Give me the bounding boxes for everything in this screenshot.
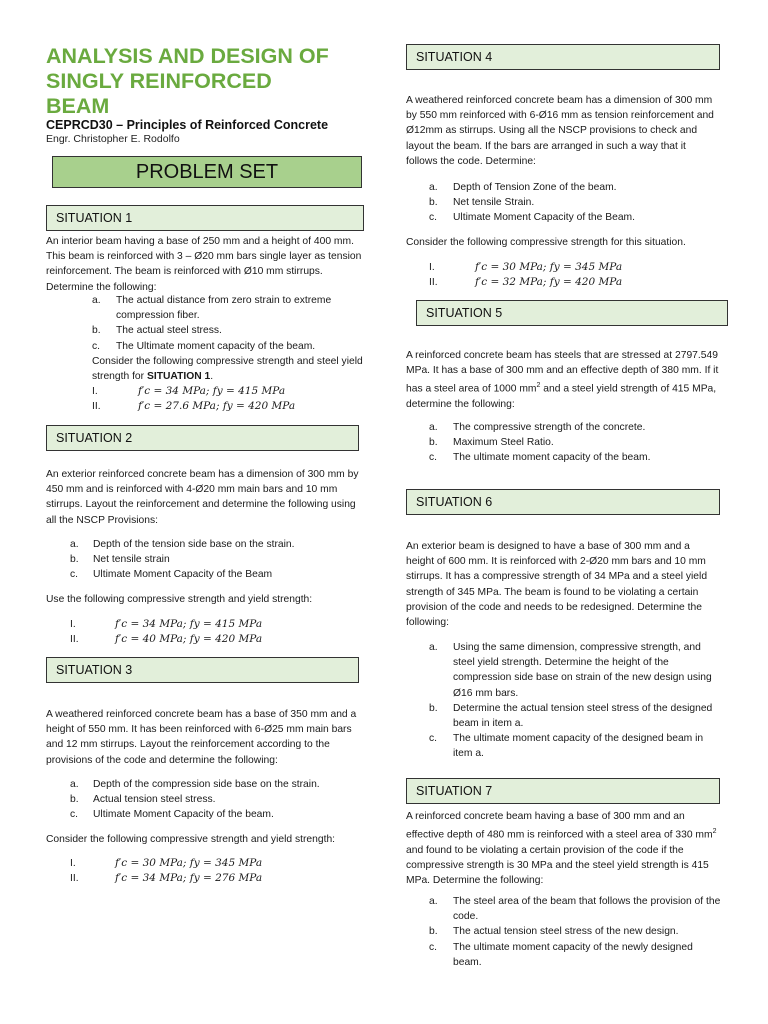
course-code: CEPRCD30 – Principles of Reinforced Concrete [46,118,329,132]
list-item: b. Maximum Steel Ratio. [429,437,554,449]
list-item: c. Ultimate Moment Capacity of the Beam. [429,212,635,224]
situation-6-text: An exterior beam is designed to have a base of 300 mm and a height of 600 mm. It is reinforced with 2-Ø20 mm bars and 10 mm stirrups. It has a compressive strength of 34 MPa and a steel yield strength of 345 MPa. The beam is found to be violating a certain provision of the code and needs to be redesigned. Determine the following: [406,541,708,629]
list-item: a. Depth of Tension Zone of the beam. [429,182,617,193]
situation-1-text: An interior beam having a base of 250 mm and a height of 400 mm. This beam is reinforced with 3 – Ø20 mm bars single layer as tension reinforcement. The beam is reinforced with Ø10 mm stirrups. Determine the following: [46,236,362,293]
strength-row: I. f′c = 30 MPa; fy = 345 MPa [70,857,263,869]
strength-row: II. f′c = 34 MPa; fy = 276 MPa [70,872,263,885]
situation-4-strengths [429,260,719,290]
title-line-3: BEAM [46,94,110,118]
situation-1-header: SITUATION 1 [46,205,364,231]
strength-row: I. f′c = 34 MPa; fy = 415 MPa [70,618,263,630]
problem-set-banner: PROBLEM SET [52,156,362,188]
title-line-1: ANALYSIS AND DESIGN OF [46,44,329,68]
strength-row: II. f′c = 27.6 MPa; fy = 420 MPa [92,400,296,413]
list-item: c. The Ultimate moment capacity of the beam. [92,340,316,352]
list-item: a. The steel area of the beam that follows the provision of the code. [429,896,721,923]
situation-2-strengths [70,617,360,647]
list-item: b. The actual steel stress. [92,325,222,337]
situation-4-list [429,180,719,226]
situation-5-header: SITUATION 5 [416,300,728,326]
situation-4-consider: Consider the following compressive strength for this situation. [406,237,686,248]
situation-5-list [429,420,719,466]
list-item: a. The actual distance from zero strain to extreme compression fiber. [92,295,332,322]
list-item: c. Ultimate Moment Capacity of the Beam [70,569,273,581]
document-title [46,44,376,119]
situation-3-list [70,777,360,823]
title-line-2: SINGLY REINFORCED [46,69,272,93]
situation-7-list [429,894,721,970]
list-item: c. The ultimate moment capacity of the beam. [429,452,651,464]
situation-4-header: SITUATION 4 [406,44,720,70]
list-item: b. Net tensile strain [70,554,170,566]
situation-1-list [92,293,352,354]
strength-row: I. f′c = 30 MPa; fy = 345 MPa [429,261,623,273]
situation-6-header: SITUATION 6 [406,489,720,515]
situation-3-strengths [70,856,360,886]
list-item: a. Depth of the tension side base on the strain. [70,539,295,550]
list-item: b. Actual tension steel stress. [70,794,216,806]
author-name: Engr. Christopher E. Rodolfo [46,133,180,145]
strength-row: I. f′c = 34 MPa; fy = 415 MPa [92,385,286,397]
situation-7-header: SITUATION 7 [406,778,720,804]
situation-2-list [70,537,360,583]
situation-1-consider: Consider the following compressive strength and steel yield strength for SITUATION 1. [92,356,363,383]
list-item: a. The compressive strength of the concrete. [429,422,646,433]
situation-5-text: A reinforced concrete beam has steels that are stressed at 2797.549 MPa. It has a base of 300 mm and an effective depth of 380 mm. If it has a steel area of 1000 $mm^2$ and a steel yield strength of 415 MPa, determine the following: [406,350,719,411]
situation-1-strengths [92,384,352,414]
situation-7-text: A reinforced concrete beam having a base of 300 mm and an effective depth of 480 mm is reinforced with a steel area of 330 $mm^2$ and found to be violating a certain provision of the code if the compressive strength is 30 MPa and the steel yield strength is 415 MPa. Determine the following: [406,811,717,887]
situation-2-text: An exterior reinforced concrete beam has a dimension of 300 mm by 450 mm and is reinforced with 4-Ø20 mm main bars and 10 mm stirrups. Layout the reinforcement and determine the following using all the NSCP Provisions: [46,469,359,526]
strength-row: II. f′c = 32 MPa; fy = 420 MPa [429,276,623,289]
situation-4-text: A weathered reinforced concrete beam has a dimension of 300 mm by 550 mm reinforced with 6-Ø16 mm as tension reinforcement and Ø12mm as stirrups. Using all the NSCP provisions to check and layout the beam. If the bars are arranged in such a way that it follows the code. Determine: [406,95,714,167]
strength-row: II. f′c = 40 MPa; fy = 420 MPa [70,633,263,646]
list-item: b. Net tensile Strain. [429,197,535,209]
situation-3-consider: Consider the following compressive strength and yield strength: [46,834,336,845]
list-item: c. Ultimate Moment Capacity of the beam. [70,809,274,821]
list-item: a. Using the same dimension, compressive strength, and steel yield strength. Determine the height of the compression side base on strain of the new design using Ø16 mm bars. [429,642,712,699]
situation-3-text: A weathered reinforced concrete beam has a base of 350 mm and a height of 550 mm. It has been reinforced with 6-Ø25 mm main bars and 12 mm stirrups. Layout the reinforcement according to the provisions of the code and determine the following: [46,709,357,766]
list-item: b. Determine the actual tension steel stress of the designed beam in item a. [429,702,713,730]
situation-2-consider: Use the following compressive strength and yield strength: [46,594,313,605]
list-item: b. The actual tension steel stress of the new design. [429,926,679,938]
list-item: c. The ultimate moment capacity of the designed beam in item a. [429,733,704,760]
situation-6-list [429,640,721,762]
list-item: c. The ultimate moment capacity of the newly designed beam. [429,941,693,968]
situation-2-header: SITUATION 2 [46,425,359,451]
situation-3-header: SITUATION 3 [46,657,359,683]
list-item: a. Depth of the compression side base on the strain. [70,779,320,790]
